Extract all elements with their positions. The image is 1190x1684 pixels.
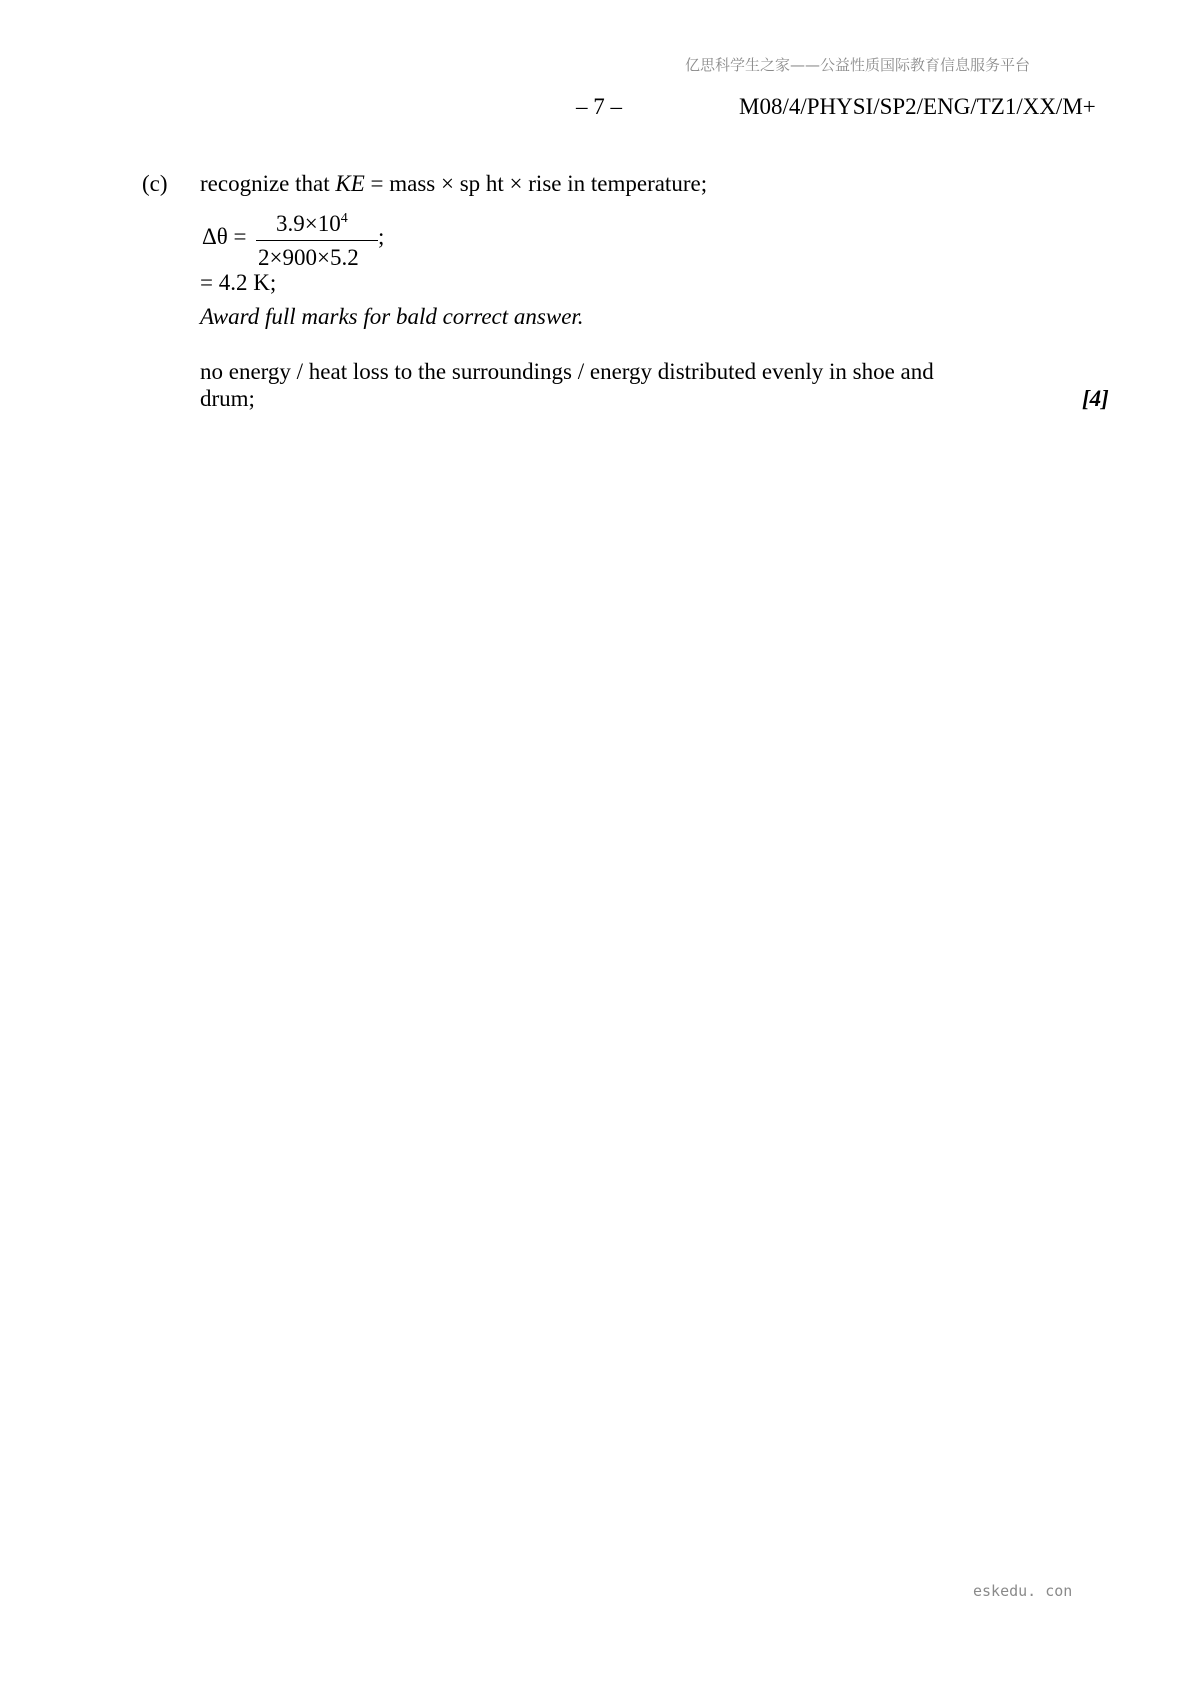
header-watermark: 亿思科学生之家——公益性质国际教育信息服务平台 <box>685 56 1031 74</box>
award-note: Award full marks for bald correct answer. <box>200 304 584 329</box>
ke-symbol: KE <box>335 171 365 196</box>
result-line: = 4.2 K; <box>200 270 277 295</box>
recognize-prefix: recognize that <box>200 171 336 196</box>
paper-code: M08/4/PHYSI/SP2/ENG/TZ1/XX/M+ <box>739 94 1096 119</box>
assumption-line-1: no energy / heat loss to the surroundings / energy distributed evenly in shoe and <box>200 359 934 384</box>
assumption-line-2: drum; <box>200 386 255 411</box>
page-number: – 7 – <box>576 94 622 119</box>
formula-lhs: Δθ = <box>202 224 247 249</box>
fraction-bar <box>256 240 378 241</box>
numerator-exponent: 4 <box>340 211 348 226</box>
recognize-suffix: = mass × sp ht × rise in temperature; <box>364 171 708 196</box>
delta-theta-formula <box>200 207 400 271</box>
numerator-base: 3.9×10 <box>276 211 341 236</box>
formula-terminator: ; <box>378 224 385 249</box>
footer-watermark: eskedu. con <box>973 1582 1073 1600</box>
recognize-line <box>200 171 707 197</box>
formula-denominator: 2×900×5.2 <box>258 245 359 270</box>
marks-total: [4] <box>1082 386 1109 411</box>
part-label: (c) <box>142 171 168 196</box>
formula-numerator <box>276 211 348 237</box>
